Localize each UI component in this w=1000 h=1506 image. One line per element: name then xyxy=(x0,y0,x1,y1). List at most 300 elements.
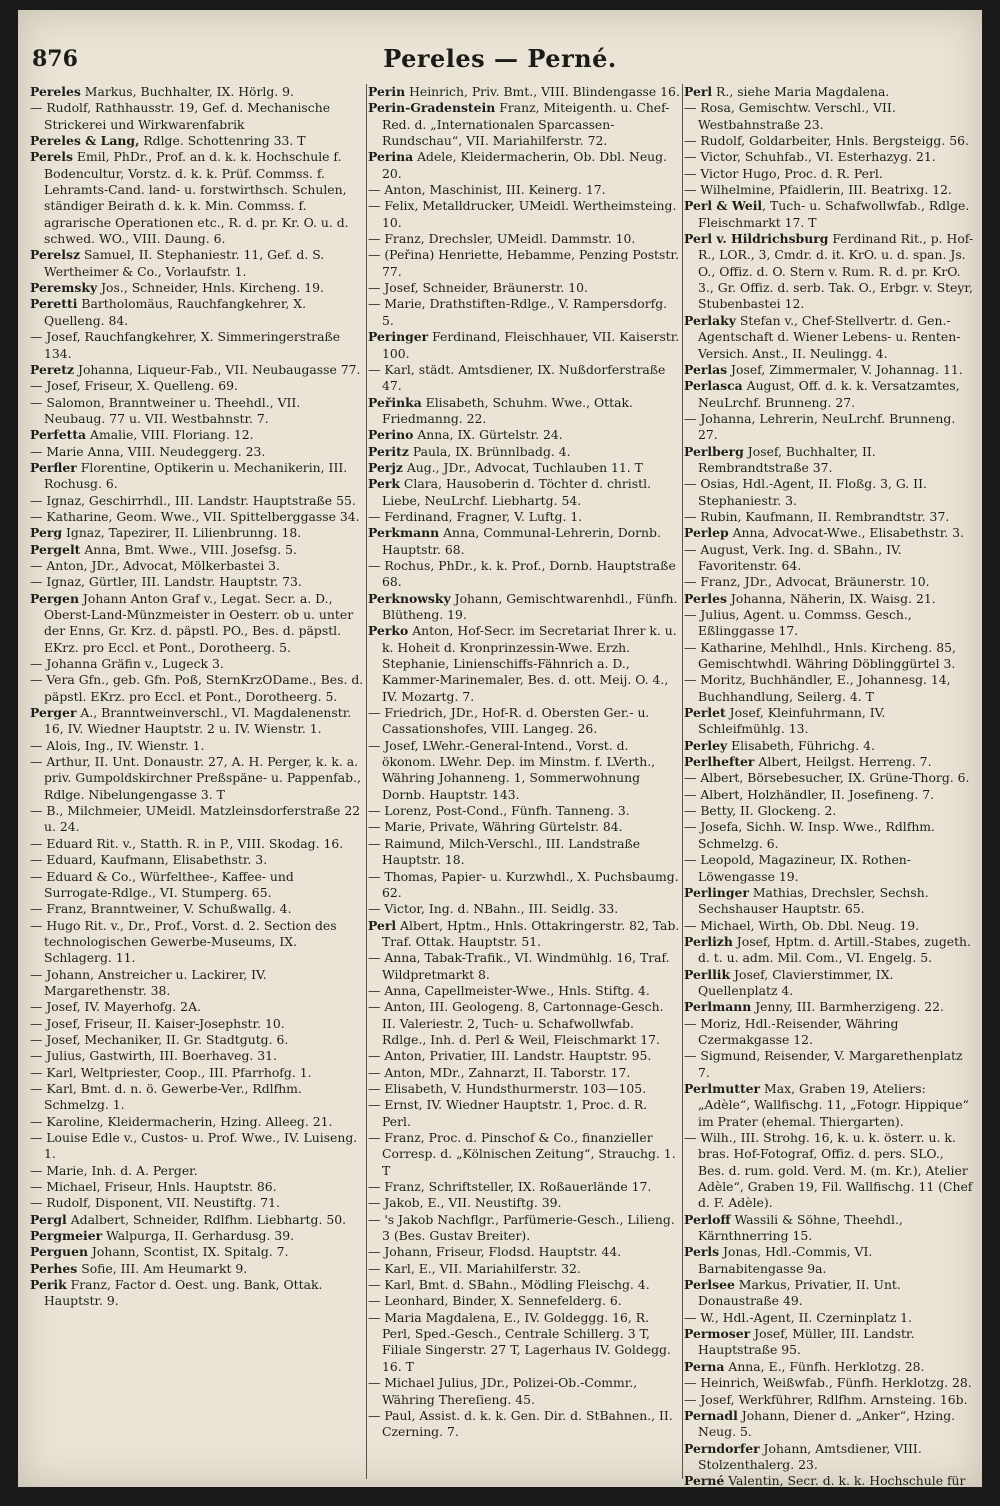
directory-entry xyxy=(368,231,680,247)
directory-entry xyxy=(368,362,680,395)
directory-entry xyxy=(30,918,364,967)
entry-text: — Rudolf, Goldarbeiter, Hnls. Bergsteigg. 56. xyxy=(684,133,969,149)
directory-entry xyxy=(368,296,680,329)
entry-text: — Josef, Mechaniker, II. Gr. Stadtgutg. 6. xyxy=(30,1031,289,1047)
directory-entry xyxy=(684,525,974,541)
entry-surname: Peremsky xyxy=(30,280,98,296)
directory-entry xyxy=(368,1375,680,1408)
entry-text: — Victor, Schuhfab., VI. Esterhazyg. 21. xyxy=(684,149,936,165)
directory-entry xyxy=(30,1114,364,1130)
directory-entry xyxy=(368,819,680,835)
entry-text: — Vera Gfn., geb. Gfn. Poß, SternKrzODame., Bes. d. päpstl. EKrz. pro Eccl. et Pont., Dorotheerg. 5. xyxy=(30,672,364,704)
directory-entry xyxy=(684,918,974,934)
directory-entry xyxy=(368,836,680,869)
entry-text: — Rudolf, Rathhausstr. 19, Gef. d. Mechanische Strickerei und Wirkwarenfabrik xyxy=(30,100,331,132)
entry-surname: Perlinger xyxy=(684,884,749,900)
directory-entry xyxy=(684,1408,974,1441)
entry-text: Johann, Amtsdiener, VIII. Stolzenthalerg. 23. xyxy=(698,1440,922,1472)
entry-text: — Anna, Tabak-Trafik., VI. Windmühlg. 16, Traf. Wildpretmarkt 8. xyxy=(368,950,670,982)
directory-entry xyxy=(684,362,974,378)
entry-surname: Pereles & Lang, xyxy=(30,133,140,149)
directory-entry xyxy=(30,836,364,852)
entry-surname: Pergen xyxy=(30,590,79,606)
entry-text: Jenny, III. Barmherzigeng. 22. xyxy=(751,999,944,1015)
entry-text: Jos., Schneider, Hnls. Kircheng. 19. xyxy=(97,280,324,296)
entry-text: — B., Milchmeier, UMeidl. Matzleinsdorferstraße 22 u. 24. xyxy=(30,803,361,835)
entry-text: Johann, Diener d. „Anker“, Hzing. Neug. 5. xyxy=(698,1407,956,1440)
entry-text: — Katharine, Mehlhdl., Hnls. Kircheng. 85, Gemischtwhdl. Währing Döblinggürtel 3. xyxy=(684,639,956,672)
entry-surname: Perlizh xyxy=(684,933,733,949)
column-1 xyxy=(30,84,364,1479)
directory-entry xyxy=(30,705,364,738)
entry-text: — Eduard Rit. v., Statth. R. in P., VIII. Skodag. 16. xyxy=(30,835,344,851)
directory-entry xyxy=(30,460,364,493)
entry-text: Ferdinand Rit., p. Hof-R., LOR., 3, Cmdr. d. it. KrO. u. d. span. Js. O., Offiz. d. O. Stern v. Rum. R. d. pr. KrO. 3., Gr. Offiz. d. serb. Tak. O., Erbgr. v. Steyr, Stubenbastei 12. xyxy=(698,231,974,312)
entry-text: — Julius, Gastwirth, III. Boerhaveg. 31. xyxy=(30,1048,277,1064)
entry-surname: Perlmann xyxy=(684,999,752,1015)
entry-text: — Leonhard, Binder, X. Sennefelderg. 6. xyxy=(368,1293,622,1309)
entry-text: — Osias, Hdl.-Agent, II. Floßg. 3, G. II. Stephaniestr. 3. xyxy=(684,476,927,508)
entry-text: Anna, Communal-Lehrerin, Dornb. Hauptstr. 68. xyxy=(382,525,661,557)
directory-entry xyxy=(684,509,974,525)
directory-entry xyxy=(30,967,364,1000)
directory-entry xyxy=(30,672,364,705)
directory-entry xyxy=(30,1081,364,1114)
directory-entry xyxy=(684,640,974,673)
entry-text: — Marie, Private, Währing Gürtelstr. 84. xyxy=(368,819,623,835)
entry-text: Sofie, III. Am Heumarkt 9. xyxy=(77,1260,248,1276)
entry-text: Adalbert, Schneider, Rdlfhm. Liebhartg. 50. xyxy=(66,1211,347,1227)
entry-text: Mathias, Drechsler, Sechsh. Sechshauser Hauptstr. 65. xyxy=(698,884,929,917)
directory-entry xyxy=(684,149,974,165)
entry-surname: Perls xyxy=(684,1244,720,1260)
directory-entry xyxy=(684,1212,974,1245)
entry-text: — Jakob, E., VII. Neustiftg. 39. xyxy=(368,1195,562,1211)
directory-entry xyxy=(368,738,680,803)
entry-surname: Perl xyxy=(684,84,713,99)
column-divider xyxy=(366,84,367,1479)
directory-entry xyxy=(368,509,680,525)
entry-text: Franz, Miteigenth. u. Chef-Red. d. „Internationalen Sparcassen-Rundschau“, VII. Mariahilferstr. 72. xyxy=(382,100,670,149)
entry-text: — Eduard, Kaufmann, Elisabethstr. 3. xyxy=(30,852,268,868)
entry-text: Jonas, Hdl.-Commis, VI. Barnabitengasse 9a. xyxy=(698,1244,873,1276)
entry-text: — Anton, III. Geologeng. 8, Cartonnage-Gesch. II. Valeriestr. 2, Tuch- u. Schafwollwfab. Rdlge., Inh. d. Perl & Weil, Fleischmarkt 17. xyxy=(368,999,664,1047)
directory-entry xyxy=(684,231,974,313)
directory-entry xyxy=(684,1048,974,1081)
directory-entry xyxy=(684,591,974,607)
entry-text: — Karoline, Kleidermacherin, Hzing. Alleeg. 21. xyxy=(30,1113,333,1129)
entry-text: — Franz, JDr., Advocat, Bräunerstr. 10. xyxy=(684,574,930,590)
entry-text: — Louise Edle v., Custos- u. Prof. Wwe., IV. Luiseng. 1. xyxy=(30,1130,358,1162)
entry-text: — Heinrich, Weißwfab., Fünfh. Herklotzg. 28. xyxy=(684,1375,972,1391)
entry-text: Markus, Buchhalter, IX. Hörlg. 9. xyxy=(80,84,294,99)
entry-text: Bartholomäus, Rauchfangkehrer, X. Quelleng. 84. xyxy=(44,296,307,328)
entry-text: Josef, Müller, III. Landstr. Hauptstraße 95. xyxy=(698,1326,915,1358)
page-title: Pereles — Perné. xyxy=(383,44,617,73)
entry-text: Josef, Hptm. d. Artill.-Stabes, zugeth. d. t. u. adm. Mil. Com., VI. Engelg. 5. xyxy=(698,933,971,966)
entry-text: Anna, Advocat-Wwe., Elisabethstr. 3. xyxy=(728,525,964,541)
entry-text: Aug., JDr., Advocat, Tuchlauben 11. T xyxy=(402,459,643,475)
entry-text: , Tuch- u. Schafwollwfab., Rdlge. Fleischmarkt 17. T xyxy=(698,198,970,230)
directory-entry xyxy=(368,901,680,917)
directory-entry xyxy=(368,1261,680,1277)
entry-text: Emil, PhDr., Prof. an d. k. k. Hochschule f. Bodencultur, Vorstz. d. k. k. Prüf. Commss. f. Lehramts-Cand. land- u. forstwirthsch. Schulen, ständiger Beirath d. k. k. Min. Commss. f. agrarische Operationen etc., R. d. pr. Kr. O. u. d. schwed. WO., VIII. Daung. 6. xyxy=(44,149,349,247)
entry-surname: Perna xyxy=(684,1358,725,1374)
entry-surname: Perl & Weil xyxy=(684,198,763,214)
entry-surname: Perndorfer xyxy=(684,1440,760,1456)
entry-surname: Perin-Gradenstein xyxy=(368,100,496,116)
entry-surname: Perik xyxy=(30,1277,67,1293)
entry-surname: Perfler xyxy=(30,459,77,475)
directory-entry xyxy=(684,1441,974,1474)
entry-text: — Victor, Ing. d. NBahn., III. Seidlg. 33. xyxy=(368,901,619,917)
entry-text: — Victor Hugo, Proc. d. R. Perl. xyxy=(684,165,883,181)
directory-page xyxy=(18,10,982,1505)
entry-text: A., Branntweinverschl., VI. Magdalenenstr. 16, IV. Wiedner Hauptstr. 2 u. IV. Wienstr. 1. xyxy=(44,705,352,737)
directory-entry xyxy=(368,1310,680,1375)
entry-surname: Pereles xyxy=(30,84,81,99)
directory-entry xyxy=(30,280,364,296)
directory-entry xyxy=(684,803,974,819)
entry-text: — Alois, Ing., IV. Wienstr. 1. xyxy=(30,737,205,753)
entry-surname: Perné xyxy=(684,1473,725,1489)
directory-entry xyxy=(684,672,974,705)
entry-text: Florentine, Optikerin u. Mechanikerin, III. Rochusg. 6. xyxy=(44,459,348,492)
entry-text: Johanna, Liqueur-Fab., VII. Neubaugasse 77. xyxy=(74,361,361,377)
entry-surname: Perin xyxy=(368,84,406,99)
directory-entry xyxy=(30,525,364,541)
entry-text: Ignaz, Tapezirer, II. Lilienbrunng. 18. xyxy=(62,525,302,541)
directory-entry xyxy=(30,754,364,803)
entry-text: — (Peřina) Henriette, Hebamme, Penzing Poststr. 77. xyxy=(368,247,679,279)
column-3 xyxy=(684,84,974,1505)
entry-surname: Pergl xyxy=(30,1211,67,1227)
entry-surname: Peretti xyxy=(30,296,78,312)
directory-entry xyxy=(30,1032,364,1048)
entry-text: Anna, Bmt. Wwe., VIII. Josefsg. 5. xyxy=(80,541,297,557)
entry-text: Rdlge. Schottenring 33. T xyxy=(139,133,306,149)
entry-surname: Perl v. Hildrichsburg xyxy=(684,231,829,247)
entry-text: — Moritz, Buchhändler, E., Johannesg. 14, Buchhandlung, Seilerg. 4. T xyxy=(684,672,951,704)
entry-text: Adele, Kleidermacherin, Ob. Dbl. Neug. 20. xyxy=(382,149,667,181)
entry-surname: Perger xyxy=(30,705,77,721)
entry-text: Clara, Hausoberin d. Töchter d. christl. Liebe, NeuLrchf. Liebhartg. 54. xyxy=(382,476,652,508)
entry-text: — Josef, Rauchfangkehrer, X. Simmeringerstraße 134. xyxy=(30,329,341,361)
entry-text: — Marie, Drathstiften-Rdlge., V. Rampersdorfg. 5. xyxy=(368,296,668,328)
entry-surname: Perjz xyxy=(368,459,403,475)
entry-text: — Josef, Friseur, X. Quelleng. 69. xyxy=(30,378,238,394)
directory-entry xyxy=(684,574,974,590)
directory-entry xyxy=(30,1277,364,1310)
entry-surname: Perina xyxy=(368,149,414,165)
entry-text: — Franz, Drechsler, UMeidl. Dammstr. 10. xyxy=(368,231,636,247)
directory-entry xyxy=(30,378,364,394)
entry-text: — Karl, E., VII. Mariahilferstr. 32. xyxy=(368,1260,581,1276)
directory-entry xyxy=(684,542,974,575)
directory-entry xyxy=(30,1212,364,1228)
entry-text: — Albert, Holzhändler, II. Josefineng. 7. xyxy=(684,786,935,802)
directory-entry xyxy=(684,1326,974,1359)
directory-entry xyxy=(684,444,974,477)
directory-entry xyxy=(368,1130,680,1179)
directory-entry xyxy=(30,362,364,378)
entry-text: Josef, Clavierstimmer, IX. Quellenplatz 4. xyxy=(698,966,894,998)
entry-text: — Michael Julius, JDr., Polizei-Ob.-Commr., Währing Thereſieng. 45. xyxy=(368,1375,638,1407)
directory-entry xyxy=(684,754,974,770)
entry-text: — Eduard & Co., Würfelthee-, Kaffee- und Surrogate-Rdlge., VI. Stumperg. 65. xyxy=(30,868,294,900)
entry-text: — Leopold, Magazineur, IX. Rothen-Löwengasse 19. xyxy=(684,852,911,884)
directory-entry xyxy=(30,542,364,558)
directory-entry xyxy=(30,395,364,428)
directory-entry xyxy=(30,247,364,280)
entry-text: — Rosa, Gemischtw. Verschl., VII. Westbahnstraße 23. xyxy=(684,100,896,132)
directory-entry xyxy=(30,591,364,656)
entry-surname: Peringer xyxy=(368,329,429,345)
entry-text: — Wilh., III. Strohg. 16, k. u. k. österr. u. k. bras. Hof-Fotograf, Offiz. d. pers. SLO., Bes. d. rum. gold. Verd. M. (m. Kr.), Atelier Adèle“, Graben 19, Fil. Wallfischg. 11 (Chef d. F. Adèle). xyxy=(684,1130,973,1211)
entry-text: — Moriz, Hdl.-Reisender, Währing Czermakgasse 12. xyxy=(684,1015,899,1047)
directory-entry xyxy=(368,1097,680,1130)
directory-entry xyxy=(684,1081,974,1130)
entry-text: Johanna, Näherin, IX. Waisg. 21. xyxy=(726,590,936,606)
directory-entry xyxy=(30,901,364,917)
directory-entry xyxy=(684,885,974,918)
entry-text: Franz, Factor d. Oest. ung. Bank, Ottak. Hauptstr. 9. xyxy=(44,1277,323,1309)
entry-text: — Katharine, Geom. Wwe., VII. Spittelberggasse 34. xyxy=(30,508,360,524)
directory-entry xyxy=(30,149,364,247)
directory-entry xyxy=(684,852,974,885)
directory-entry xyxy=(684,1473,974,1506)
directory-entry xyxy=(30,100,364,133)
entry-text: Josef, Zimmermaler, V. Johannag. 11. xyxy=(727,361,963,377)
entry-text: — Josef, Werkführer, Rdlfhm. Arnsteing. 16b. xyxy=(684,1391,968,1407)
entry-text: — Franz, Branntweiner, V. Schußwallg. 4. xyxy=(30,901,292,917)
directory-entry xyxy=(684,133,974,149)
directory-entry xyxy=(684,967,974,1000)
directory-entry xyxy=(30,558,364,574)
directory-entry xyxy=(368,705,680,738)
entry-text: — Felix, Metalldrucker, UMeidl. Wertheimsteing. 10. xyxy=(368,198,677,230)
entry-text: Anna, E., Fünfh. Herklotzg. 28. xyxy=(724,1358,925,1374)
entry-surname: Perlep xyxy=(684,525,729,541)
entry-text: — W., Hdl.-Agent, II. Czerninplatz 1. xyxy=(684,1309,912,1325)
directory-entry xyxy=(684,84,974,100)
directory-entry xyxy=(684,198,974,231)
entry-text: — Hugo Rit. v., Dr., Prof., Vorst. d. 2. Section des technologischen Gewerbe-Museums, IX. Schlagerg. 11. xyxy=(30,917,337,966)
entry-surname: Perlaky xyxy=(684,312,736,328)
directory-entry xyxy=(368,149,680,182)
directory-entry xyxy=(368,395,680,428)
entry-text: — Karl, städt. Amtsdiener, IX. Nußdorferstraße 47. xyxy=(368,361,666,394)
entry-surname: Perhes xyxy=(30,1260,78,1276)
entry-text: — Anna, Capellmeister-Wwe., Hnls. Stiftg. 4. xyxy=(368,982,650,998)
entry-surname: Pernadl xyxy=(684,1407,738,1423)
entry-text: — Johanna Gräfin v., Lugeck 3. xyxy=(30,656,224,672)
directory-entry xyxy=(368,100,680,149)
entry-text: Johann, Scontist, IX. Spitalg. 7. xyxy=(87,1244,289,1260)
directory-entry xyxy=(684,819,974,852)
entry-text: — Albert, Börsebesucher, IX. Grüne-Thorg. 6. xyxy=(684,770,970,786)
entry-text: — Betty, II. Glockeng. 2. xyxy=(684,803,837,819)
entry-surname: Perlet xyxy=(684,705,726,721)
directory-entry xyxy=(368,476,680,509)
entry-surname: Perloff xyxy=(684,1211,731,1227)
directory-entry xyxy=(684,166,974,182)
entry-surname: Peřinka xyxy=(368,394,422,410)
directory-entry xyxy=(30,574,364,590)
entry-text: — Josefa, Sichh. W. Insp. Wwe., Rdlfhm. Schmelzg. 6. xyxy=(684,819,935,851)
entry-text: — Arthur, II. Unt. Donaustr. 27, A. H. Perger, k. k. a. priv. Gumpoldskirchner Preßspäne- u. Pappenfab., Rdlge. Nibelungengasse 3. T xyxy=(30,754,361,802)
directory-entry xyxy=(368,247,680,280)
entry-text: — Raimund, Milch-Verschl., III. Landstraße Hauptstr. 18. xyxy=(368,835,641,868)
entry-text: Albert, Heilgst. Herreng. 7. xyxy=(754,754,932,770)
directory-entry xyxy=(30,296,364,329)
directory-entry xyxy=(684,787,974,803)
entry-text: — Ernst, IV. Wiedner Hauptstr. 1, Proc. d. R. Perl. xyxy=(368,1097,648,1129)
entry-text: — Sigmund, Reisender, V. Margarethenplatz 7. xyxy=(684,1048,963,1080)
entry-surname: Perknowsky xyxy=(368,590,451,606)
directory-entry xyxy=(684,1130,974,1212)
directory-entry xyxy=(684,1016,974,1049)
entry-text: — Thomas, Papier- u. Kurzwhdl., X. Puchsbaumg. 62. xyxy=(368,868,679,900)
entry-text: Walpurga, II. Gerhardusg. 39. xyxy=(102,1228,295,1244)
entry-text: Samuel, II. Stephaniestr. 11, Gef. d. S. Wertheimer & Co., Vorlaufstr. 1. xyxy=(44,247,325,279)
directory-entry xyxy=(684,999,974,1015)
entry-text: — Josef, LWehr.-General-Intend., Vorst. d. ökonom. LWehr. Dep. im Minstm. f. LVerth., Währing Johanneng. 1, Sommerwohnung Dornb. Hauptstr. 143. xyxy=(368,737,656,802)
entry-surname: Perelsz xyxy=(30,247,80,263)
entry-surname: Perlasca xyxy=(684,378,743,394)
directory-entry xyxy=(684,1375,974,1391)
entry-text: — Karl, Bmt. d. SBahn., Mödling Fleischg. 4. xyxy=(368,1277,650,1293)
entry-text: — Josef, IV. Mayerhofg. 2A. xyxy=(30,999,201,1015)
entry-text: Albert, Hptm., Hnls. Ottakringerstr. 82, Tab. Traf. Ottak. Hauptstr. 51. xyxy=(382,917,680,949)
entry-text: — Julius, Agent. u. Commss. Gesch., Eßlinggasse 17. xyxy=(684,607,912,639)
directory-entry xyxy=(684,182,974,198)
entry-surname: Perlsee xyxy=(684,1277,735,1293)
directory-entry xyxy=(368,1195,680,1211)
entry-text: — Johann, Friseur, Flodsd. Hauptstr. 44. xyxy=(368,1244,622,1260)
directory-entry xyxy=(368,950,680,983)
entry-text: Elisabeth, Schuhm. Wwe., Ottak. Friedmanng. 22. xyxy=(382,394,633,426)
directory-entry xyxy=(368,460,680,476)
directory-entry xyxy=(368,198,680,231)
entry-text: Josef, Kleinfuhrmann, IV. Schleifmühlg. 13. xyxy=(698,705,886,737)
entry-text: — Johann, Anstreicher u. Lackirer, IV. Margarethenstr. 38. xyxy=(30,966,267,998)
column-2 xyxy=(368,84,680,1479)
directory-entry xyxy=(684,1244,974,1277)
entry-text: — Salomon, Branntweiner u. Theehdl., VII. Neubaug. 77 u. VII. Westbahnstr. 7. xyxy=(30,394,301,426)
directory-entry xyxy=(684,1277,974,1310)
entry-text: — Josef, Friseur, II. Kaiser-Josephstr. 10. xyxy=(30,1015,285,1031)
directory-entry xyxy=(368,869,680,902)
directory-entry xyxy=(684,770,974,786)
entry-surname: Perllik xyxy=(684,966,731,982)
directory-entry xyxy=(368,525,680,558)
directory-entry xyxy=(368,1179,680,1195)
directory-entry xyxy=(368,1408,680,1441)
entry-text: — Ignaz, Gürtler, III. Landstr. Hauptstr. 73. xyxy=(30,574,302,590)
entry-text: — Michael, Friseur, Hnls. Hauptstr. 86. xyxy=(30,1179,277,1195)
entry-surname: Perkmann xyxy=(368,525,440,541)
entry-text: — Marie, Inh. d. A. Perger. xyxy=(30,1162,198,1178)
directory-entry xyxy=(30,999,364,1015)
directory-entry xyxy=(30,1261,364,1277)
directory-entry xyxy=(30,1163,364,1179)
entry-text: Johann Anton Graf v., Legat. Secr. a. D., Oberst-Land-Münzmeister in Oesterr. ob u. unter der Enns, Gr. Krz. d. päpstl. PO., Bes. d. päpstl. EKrz. pro Eccl. et Pont., Dorotheerg. 5. xyxy=(44,590,354,655)
directory-entry xyxy=(30,1065,364,1081)
directory-entry xyxy=(368,427,680,443)
directory-entry xyxy=(368,1277,680,1293)
entry-text: — Friedrich, JDr., Hof-R. d. Obersten Ger.- u. Cassationshofes, VIII. Langeg. 26. xyxy=(368,705,650,737)
directory-entry xyxy=(368,591,680,624)
entry-surname: Perk xyxy=(368,476,400,492)
directory-entry xyxy=(368,329,680,362)
directory-entry xyxy=(684,1359,974,1375)
page-header xyxy=(18,10,982,72)
entry-text: — Johanna, Lehrerin, NeuLrchf. Brunneng. 27. xyxy=(684,410,956,443)
entry-surname: Perguen xyxy=(30,1244,88,1260)
directory-entry xyxy=(368,803,680,819)
entry-text: — Karl, Bmt. d. n. ö. Gewerbe-Ver., Rdlfhm. Schmelzg. 1. xyxy=(30,1080,302,1113)
entry-surname: Permoser xyxy=(684,1326,751,1342)
directory-entry xyxy=(368,999,680,1048)
entry-text: Markus, Privatier, II. Unt. Donaustraße 49. xyxy=(698,1277,901,1309)
directory-entry xyxy=(684,378,974,411)
directory-entry xyxy=(368,558,680,591)
entry-text: — Rochus, PhDr., k. k. Prof., Dornb. Hauptstraße 68. xyxy=(368,557,676,590)
directory-entry xyxy=(368,983,680,999)
entry-text: — Anton, Maschinist, III. Keinerg. 17. xyxy=(368,182,606,198)
directory-entry xyxy=(30,1244,364,1260)
entry-text: — Wilhelmine, Pfaidlerin, III. Beatrixg. 12. xyxy=(684,182,952,198)
entry-text: — 's Jakob Nachflgr., Parfümerie-Gesch., Lilieng. 3 (Bes. Gustav Breiter). xyxy=(368,1211,675,1244)
entry-text: Max, Graben 19, Ateliers: „Adèle“, Wallfischg. 11, „Fotogr. Hippique“ im Prater (ehemal. Thiergarten). xyxy=(698,1080,969,1129)
entry-text: Wassili & Söhne, Theehdl., Kärnthnerring 15. xyxy=(698,1211,903,1244)
entry-text: — Franz, Proc. d. Pinschof & Co., finanzieller Corresp. d. „Kölnischen Zeitung“, Strauchg. 1. T xyxy=(368,1130,676,1178)
entry-surname: Perino xyxy=(368,427,414,443)
directory-entry xyxy=(30,444,364,460)
entry-text: R., siehe Maria Magdalena. xyxy=(712,84,890,99)
entry-text: Stefan v., Chef-Stellvertr. d. Gen.-Agentschaft d. Wiener Lebens- u. Renten-Versich. Anst., II. Neulingg. 4. xyxy=(698,312,961,361)
directory-entry xyxy=(368,84,680,100)
directory-entry xyxy=(30,1195,364,1211)
entry-text: Amalie, VIII. Floriang. 12. xyxy=(86,427,254,443)
entry-text: — Rudolf, Disponent, VII. Neustiftg. 71. xyxy=(30,1195,280,1211)
entry-text: — Marie Anna, VIII. Neudeggerg. 23. xyxy=(30,443,266,459)
entry-text: Elisabeth, Führichg. 4. xyxy=(727,737,875,753)
entry-surname: Perels xyxy=(30,149,73,165)
entry-surname: Perles xyxy=(684,590,727,606)
entry-text: Josef, Buchhalter, II. Rembrandtstraße 37. xyxy=(698,443,876,475)
directory-entry xyxy=(368,1065,680,1081)
entry-text: — Michael, Wirth, Ob. Dbl. Neug. 19. xyxy=(684,917,920,933)
entry-text: — Rubin, Kaufmann, II. Rembrandtstr. 37. xyxy=(684,508,950,524)
entry-surname: Perley xyxy=(684,737,728,753)
entry-text: — Franz, Schriftsteller, IX. Roßauerlände 17. xyxy=(368,1179,652,1195)
directory-entry xyxy=(684,934,974,967)
entry-surname: Perfetta xyxy=(30,427,87,443)
entry-text: Heinrich, Priv. Bmt., VIII. Blindengasse 16. xyxy=(405,84,680,99)
column-divider xyxy=(682,84,683,1479)
directory-entry xyxy=(30,329,364,362)
entry-text: — Anton, JDr., Advocat, Mölkerbastei 3. xyxy=(30,557,280,573)
entry-surname: Pergmeier xyxy=(30,1228,103,1244)
entry-surname: Peritz xyxy=(368,443,409,459)
entry-text: Ferdinand, Fleischhauer, VII. Kaiserstr. 100. xyxy=(382,329,680,361)
directory-entry xyxy=(684,1392,974,1408)
directory-entry xyxy=(684,738,974,754)
entry-text: — Anton, Privatier, III. Landstr. Hauptstr. 95. xyxy=(368,1048,652,1064)
directory-entry xyxy=(30,84,364,100)
